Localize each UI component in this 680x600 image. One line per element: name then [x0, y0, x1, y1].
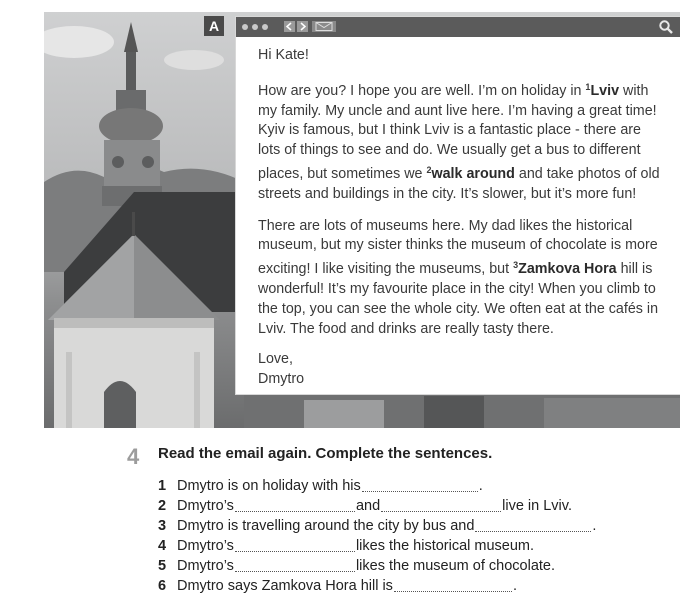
sentence-text: and	[355, 498, 381, 514]
sentence-number: 1	[158, 478, 167, 494]
sentence-text: likes the historical museum.	[355, 538, 535, 554]
sentence-number: 5	[158, 558, 167, 574]
highlighted-phrase: Lviv	[590, 82, 620, 99]
exercise-number: 4	[127, 444, 140, 469]
forward-arrow-icon[interactable]	[297, 21, 308, 32]
search-icon[interactable]	[658, 19, 674, 40]
sentence-text: .	[478, 478, 483, 494]
highlighted-phrase: Zamkova Hora	[518, 261, 617, 278]
sentence-number: 6	[158, 578, 167, 594]
window-dot-icon	[262, 24, 268, 30]
email-paragraph-2: There are lots of museums here. My dad likes the historical museum, but my sister thinks the museum of chocolate is more exciting! I like visiting the museums, but $^3$Zamkova Hora hill is wonderful! It’s my favourite place in the city! When you climb to the top, you can see the whole city. We often eat at the cafés in Lviv. The food and drinks are really tasty there.	[258, 217, 659, 337]
sentence-text: Dmytro’s	[177, 498, 234, 514]
email-body	[236, 37, 680, 390]
sentence-text: Dmytro’s	[177, 538, 234, 554]
sentence-text: .	[592, 518, 597, 534]
answer-blank[interactable]	[235, 539, 355, 552]
sentence-number: 2	[158, 498, 167, 514]
section-badge: A	[204, 16, 224, 36]
sentence-text: .	[512, 578, 517, 594]
sentence-number: 4	[158, 538, 167, 554]
sentence-item	[158, 516, 597, 536]
answer-blank[interactable]	[362, 479, 478, 492]
answer-blank[interactable]	[235, 499, 355, 512]
window-dot-icon	[242, 24, 248, 30]
sentence-number: 3	[158, 518, 167, 534]
answer-blank[interactable]	[394, 579, 512, 592]
email-signature: Dmytro	[258, 371, 305, 388]
email-greeting: Hi Kate!	[258, 47, 309, 63]
exercise-title: Read the email again. Complete the sentences.	[158, 445, 493, 462]
back-arrow-icon[interactable]	[284, 21, 295, 32]
sentence-text: Dmytro’s	[177, 558, 234, 574]
answer-blank[interactable]	[475, 519, 591, 532]
footnote-number: 3	[513, 260, 519, 271]
email-window	[236, 17, 680, 394]
sentence-item	[158, 576, 518, 596]
sentence-text: Dmytro says Zamkova Hora hill is	[177, 578, 393, 594]
sentence-text: likes the museum of chocolate.	[355, 558, 556, 574]
sentence-item	[158, 536, 535, 556]
sentence-item	[158, 476, 484, 496]
email-closing: Love,	[258, 351, 293, 368]
sentence-item	[158, 496, 573, 516]
mail-icon[interactable]	[312, 21, 336, 32]
footnote-number: 1	[585, 81, 591, 92]
sentence-item	[158, 556, 556, 576]
sentence-text: live in Lviv.	[502, 498, 572, 514]
highlighted-phrase: walk around	[431, 165, 515, 182]
sentence-text: Dmytro is travelling around the city by bus and	[177, 518, 475, 534]
email-toolbar	[236, 17, 680, 37]
window-dot-icon	[252, 24, 258, 30]
sentence-text: Dmytro is on holiday with his	[177, 478, 361, 494]
answer-blank[interactable]	[235, 559, 355, 572]
email-paragraph-1: How are you? I hope you are well. I’m on holiday in $^1$Lviv with my family. My uncle and aunt live here. I’m having a great time! Kyiv is famous, but I think Lviv is a fantastic place - there are lots of things to see and do. We usually get a bus to different places, but sometimes we $^2$walk around and take photos of old streets and buildings in the city. It’s slower, but it’s more fun!	[258, 81, 660, 202]
answer-blank[interactable]	[381, 499, 501, 512]
footnote-number: 2	[426, 164, 432, 175]
